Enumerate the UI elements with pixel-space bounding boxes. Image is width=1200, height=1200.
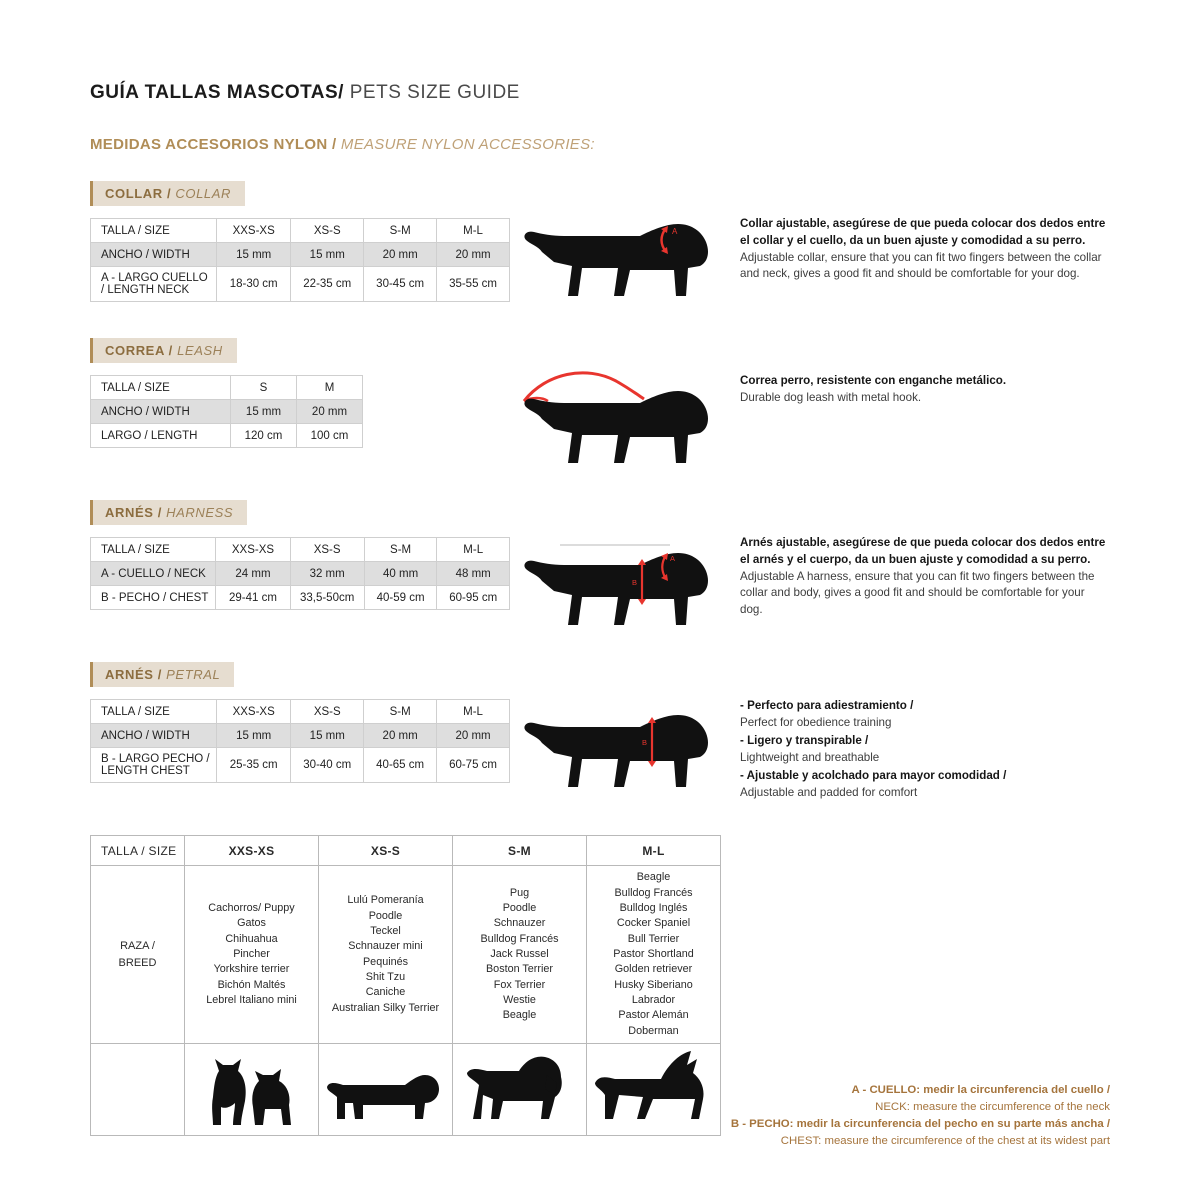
breed-item: Bulldog Francés [614, 886, 693, 899]
page-subtitle [90, 136, 1110, 153]
collar-size-table [90, 218, 510, 302]
col-header-s: S [231, 376, 297, 400]
section-label-leash-es: CORREA / [105, 343, 173, 358]
breed-item: Shit Tzu [365, 970, 406, 983]
section-label-harness [90, 500, 247, 525]
harness-table-col [90, 525, 510, 610]
leash-illustration [510, 363, 730, 472]
table-row [91, 243, 510, 267]
breed-item: Beagle [636, 871, 671, 884]
dog-petral-silhouette-icon [520, 691, 720, 796]
cell: 29-41 cm [216, 586, 290, 610]
section-label-petral-en: PETRAL [161, 667, 221, 682]
breed-item: Chihuahua [225, 932, 278, 945]
leash-description [730, 363, 1110, 407]
row-label-line1: RAZA / [120, 940, 155, 953]
section-label-collar [90, 181, 245, 206]
breed-item: Boston Terrier [485, 963, 553, 976]
table-row [91, 424, 363, 448]
breed-item: Pequinés [362, 955, 409, 968]
leash-size-table [90, 375, 363, 448]
harness-illustration [510, 525, 730, 634]
col-header-xs-s: XS-S [290, 538, 364, 562]
silhouette-cell-xxs-xs [185, 1043, 319, 1135]
table-row [91, 586, 510, 610]
svg-text:A: A [672, 227, 678, 236]
cell: 20 mm [297, 400, 363, 424]
cell: 30-40 cm [291, 748, 364, 783]
row-label: B - LARGO PECHO / LENGTH CHEST [91, 748, 217, 783]
breed-item: Bull Terrier [627, 932, 680, 945]
table-header-row [91, 836, 721, 866]
breed-item: Golden retriever [614, 963, 693, 976]
col-header-m: M [297, 376, 363, 400]
breed-item: Bulldog Inglés [619, 902, 688, 914]
note-neck [720, 1082, 1110, 1116]
cell: 33,5-50cm [290, 586, 364, 610]
collar-table-col [90, 206, 510, 302]
breed-list [455, 886, 584, 1024]
bullet-es: - Perfecto para adiestramiento / [740, 699, 914, 712]
svg-text:B: B [642, 738, 648, 747]
col-header-m-l: M-L [587, 836, 721, 866]
breed-cell-xs-s [319, 866, 453, 1044]
section-leash [90, 338, 1110, 472]
cell: 20 mm [364, 243, 437, 267]
col-header-m-l: M-L [437, 538, 510, 562]
col-header-size: TALLA / SIZE [91, 219, 217, 243]
silhouette-cell-xs-s [319, 1043, 453, 1135]
cell: 18-30 cm [217, 267, 291, 302]
col-header-size: TALLA / SIZE [91, 836, 185, 866]
breed-item: Bulldog Francés [480, 932, 559, 945]
col-header-xs-s: XS-S [291, 700, 364, 724]
col-header-xxs-xs: XXS-XS [217, 219, 291, 243]
harness-desc-es: Arnés ajustable, asegúrese de que pueda colocar dos dedos entre el arnés y el cuerpo, da un buen ajuste y comodidad a su perro. [740, 536, 1106, 566]
table-row [91, 748, 510, 783]
measure-notes [720, 1082, 1110, 1150]
breed-item: Australian Silky Terrier [331, 1001, 440, 1014]
section-harness [90, 500, 1110, 634]
bullet-en: Lightweight and breathable [740, 751, 880, 765]
row-label: A - LARGO CUELLO / LENGTH NECK [91, 267, 217, 302]
section-petral [90, 662, 1110, 801]
dog-collar-silhouette-icon [520, 210, 720, 310]
breed-item: Poodle [502, 902, 537, 914]
breed-list [187, 901, 316, 1008]
row-label-line2: BREED [118, 956, 157, 969]
section-label-leash [90, 338, 237, 363]
col-header-s-m: S-M [364, 700, 437, 724]
page-title [90, 82, 1110, 104]
col-header-s-m: S-M [364, 219, 437, 243]
section-label-collar-en: COLLAR [171, 186, 232, 201]
petral-table-col [90, 687, 510, 783]
col-header-m-l: M-L [437, 219, 510, 243]
cell: 120 cm [231, 424, 297, 448]
bullet-es: - Ajustable y acolchado para mayor comodidad / [740, 768, 1007, 782]
breed-cell-m-l [587, 866, 721, 1044]
cell: 20 mm [437, 243, 510, 267]
silhouette-cell-m-l [587, 1043, 721, 1135]
breed-item: Bichón Maltés [217, 978, 286, 991]
cell: 35-55 cm [437, 267, 510, 302]
breed-list-row [91, 866, 721, 1044]
col-header-s-m: S-M [364, 538, 437, 562]
breed-item: Jack Russel [490, 947, 549, 960]
page-title-es: GUÍA TALLAS MASCOTAS/ [90, 82, 344, 103]
silhouette-cell-empty [91, 1043, 185, 1135]
collar-illustration [510, 206, 730, 310]
row-label: ANCHO / WIDTH [91, 400, 231, 424]
cell: 32 mm [290, 562, 364, 586]
cell: 15 mm [217, 724, 291, 748]
breed-list [589, 870, 718, 1039]
cell: 15 mm [291, 724, 364, 748]
col-header-xxs-xs: XXS-XS [216, 538, 290, 562]
petral-bullets [730, 687, 1110, 801]
breed-silhouette-row [91, 1043, 721, 1135]
breed-item: Doberman [628, 1024, 679, 1037]
col-header-size: TALLA / SIZE [91, 700, 217, 724]
row-label: A - CUELLO / NECK [91, 562, 216, 586]
petral-illustration [510, 687, 730, 796]
breed-item: Labrador [631, 993, 676, 1006]
note-chest [720, 1116, 1110, 1150]
col-header-m-l: M-L [437, 700, 510, 724]
breed-item: Beagle [502, 1009, 537, 1022]
section-label-leash-en: LEASH [172, 343, 223, 358]
col-header-size: TALLA / SIZE [91, 538, 216, 562]
bullet-en: Adjustable and padded for comfort [740, 785, 918, 799]
note-neck-en: NECK: measure the circumference of the neck [875, 1100, 1110, 1113]
breed-item: Gatos [237, 917, 266, 930]
row-label: B - PECHO / CHEST [91, 586, 216, 610]
breed-item: Yorkshire terrier [213, 963, 290, 976]
cell: 20 mm [364, 724, 437, 748]
harness-description [730, 525, 1110, 619]
breed-item: Schnauzer mini [348, 940, 423, 953]
cell: 60-95 cm [437, 586, 510, 610]
collar-description [730, 206, 1110, 283]
table-row [91, 400, 363, 424]
section-label-petral-es: ARNÉS / [105, 667, 162, 682]
breed-item: Westie [503, 993, 536, 1006]
col-header-s-m: S-M [453, 836, 587, 866]
note-chest-es: B - PECHO: medir la circunferencia del pecho en su parte más ancha / [730, 1117, 1110, 1130]
cell: 60-75 cm [437, 748, 510, 783]
col-header-xxs-xs: XXS-XS [217, 700, 291, 724]
breed-item: Lebrel Italiano mini [206, 993, 297, 1006]
table-header-row [91, 538, 510, 562]
dog-leash-silhouette-icon [520, 367, 720, 472]
breed-item: Pastor Alemán [618, 1009, 689, 1022]
table-row [91, 724, 510, 748]
page-title-en: PETS SIZE GUIDE [343, 82, 520, 103]
collar-desc-en: Adjustable collar, ensure that you can fit two fingers between the collar and neck, gives a good fit and should be comfortable for your dog. [740, 250, 1102, 281]
breed-item: Cocker Spaniel [616, 917, 691, 930]
silhouette-cell-s-m [453, 1043, 587, 1135]
section-collar [90, 181, 1110, 310]
cell: 30-45 cm [364, 267, 437, 302]
breed-item: Caniche [365, 986, 406, 999]
table-row [91, 267, 510, 302]
col-header-xxs-xs: XXS-XS [185, 836, 319, 866]
svg-text:B: B [632, 578, 638, 587]
row-label: ANCHO / WIDTH [91, 243, 217, 267]
section-label-harness-en: HARNESS [161, 505, 234, 520]
cell: 25-35 cm [217, 748, 291, 783]
note-chest-en: CHEST: measure the circumference of the chest at its widest part [780, 1134, 1110, 1147]
table-row [91, 562, 510, 586]
col-header-xs-s: XS-S [319, 836, 453, 866]
petral-size-table [90, 699, 510, 783]
cell: 20 mm [437, 724, 510, 748]
schnauzer-silhouette-icon [453, 1045, 583, 1133]
note-neck-es: A - CUELLO: medir la circunferencia del cuello / [851, 1083, 1110, 1096]
dachshund-silhouette-icon [319, 1045, 449, 1133]
harness-desc-en: Adjustable A harness, ensure that you can fit two fingers between the collar and body, gives a good fit and should be comfortable for your dog. [740, 569, 1095, 617]
breed-item: Schnauzer [493, 917, 546, 930]
breed-size-table [90, 835, 721, 1136]
breed-list [321, 893, 450, 1016]
page-subtitle-es: MEDIDAS ACCESORIOS NYLON / [90, 136, 337, 153]
breed-item: Poodle [368, 909, 403, 922]
breed-item: Pastor Shortland [613, 947, 694, 960]
col-header-size: TALLA / SIZE [91, 376, 231, 400]
breed-item: Husky Siberiano [614, 978, 693, 991]
cell: 15 mm [231, 400, 297, 424]
bullet-es: - Ligero y transpirable / [740, 733, 869, 747]
row-label: ANCHO / WIDTH [91, 724, 217, 748]
leash-desc-en: Durable dog leash with metal hook. [740, 390, 922, 404]
collar-desc-es: Collar ajustable, asegúrese de que pueda colocar dos dedos entre el collar y el cuello, da un buen ajuste y comodidad a su perro. [740, 217, 1106, 247]
section-label-petral [90, 662, 234, 687]
bullet-item [740, 732, 1110, 767]
bullet-item [740, 697, 1110, 732]
cat-and-chihuahua-silhouette-icon [185, 1045, 315, 1133]
breed-item: Teckel [370, 924, 401, 937]
dog-harness-silhouette-icon [520, 529, 720, 634]
table-header-row [91, 700, 510, 724]
bullet-item [740, 767, 1110, 802]
section-label-collar-es: COLLAR / [105, 186, 172, 201]
doberman-silhouette-icon [587, 1045, 717, 1133]
breed-item: Fox Terrier [493, 978, 546, 991]
breed-item: Cachorros/ Puppy [208, 902, 295, 914]
leash-table-col [90, 363, 510, 448]
cell: 15 mm [217, 243, 291, 267]
col-header-xs-s: XS-S [291, 219, 364, 243]
cell: 40 mm [364, 562, 437, 586]
cell: 48 mm [437, 562, 510, 586]
table-header-row [91, 376, 363, 400]
cell: 15 mm [291, 243, 364, 267]
row-label: LARGO / LENGTH [91, 424, 231, 448]
leash-desc-es: Correa perro, resistente con enganche metálico. [740, 374, 1007, 387]
breed-item: Pincher [233, 947, 270, 960]
breed-item: Lulú Pomeranía [347, 894, 424, 907]
row-label-breed [91, 866, 185, 1044]
section-label-harness-es: ARNÉS / [105, 505, 162, 520]
breed-cell-xxs-xs [185, 866, 319, 1044]
page-subtitle-en: MEASURE NYLON ACCESSORIES: [336, 136, 595, 153]
svg-text:A: A [670, 554, 676, 563]
cell: 40-65 cm [364, 748, 437, 783]
table-header-row [91, 219, 510, 243]
bullet-en: Perfect for obedience training [740, 716, 892, 730]
cell: 22-35 cm [291, 267, 364, 302]
harness-size-table [90, 537, 510, 610]
breed-cell-s-m [453, 866, 587, 1044]
cell: 40-59 cm [364, 586, 437, 610]
cell: 100 cm [297, 424, 363, 448]
cell: 24 mm [216, 562, 290, 586]
breed-item: Pug [509, 886, 530, 899]
